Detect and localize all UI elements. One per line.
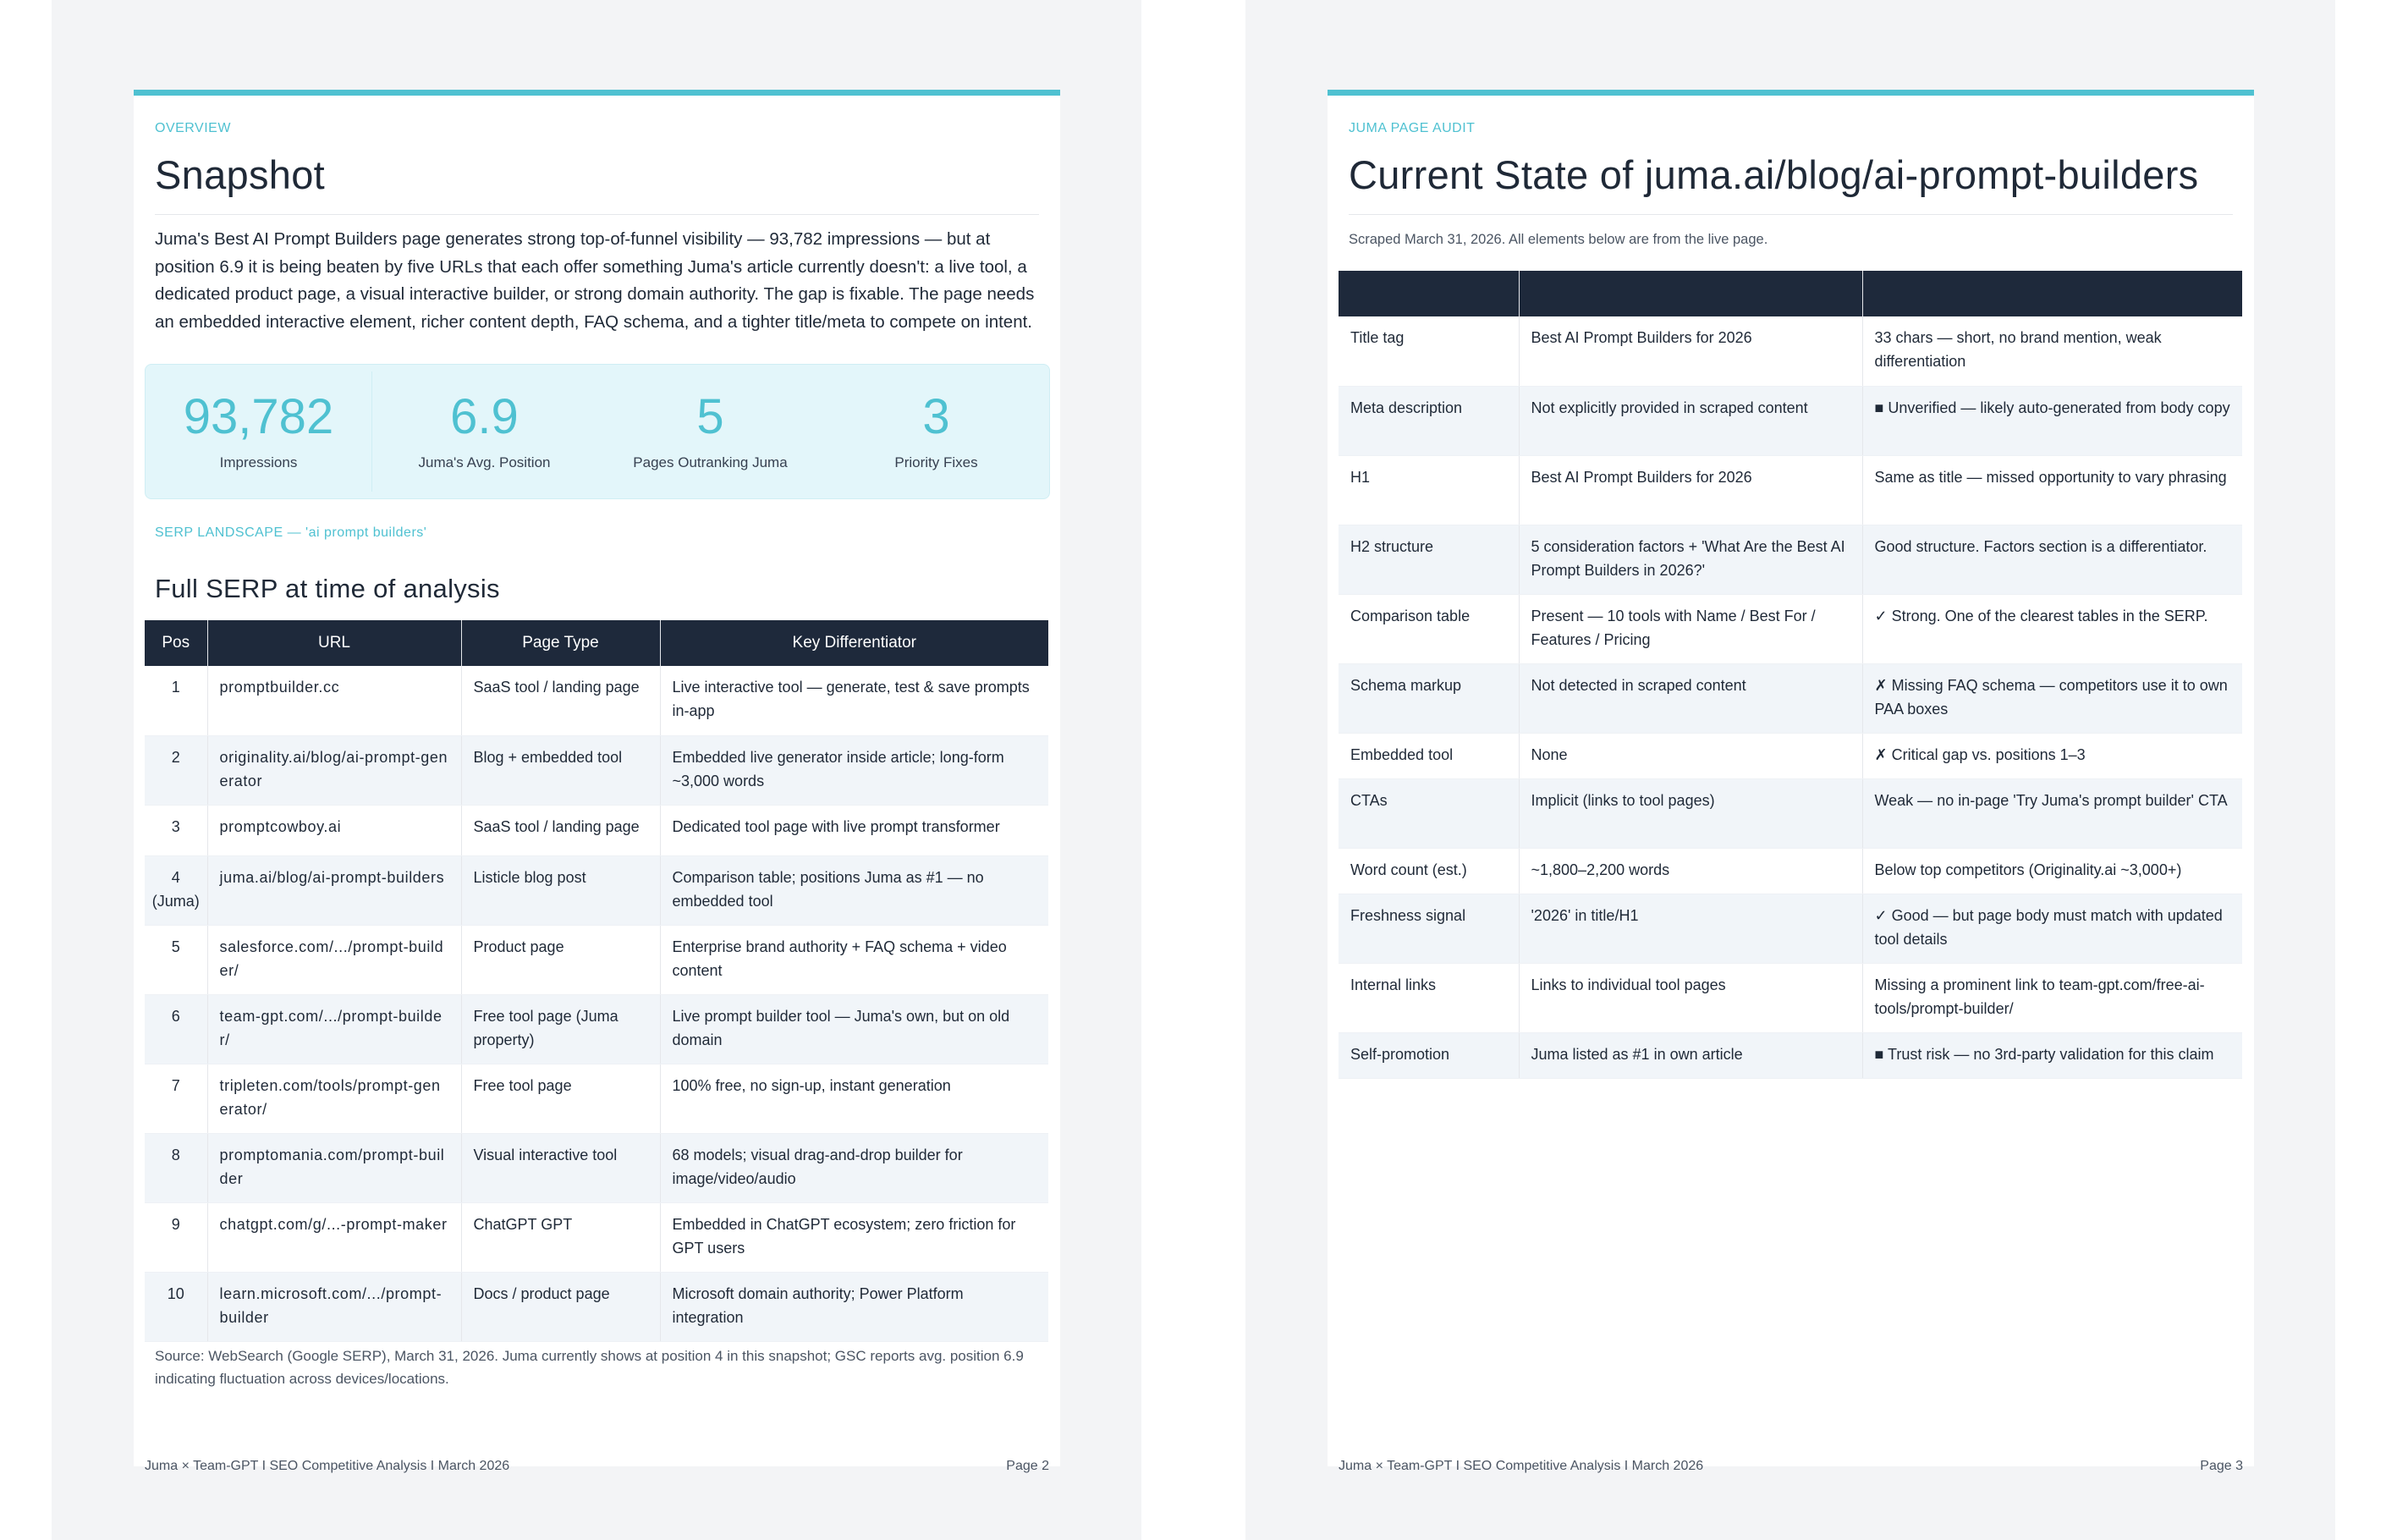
col-header-element (1339, 271, 1519, 316)
cell-element: H1 (1339, 455, 1519, 525)
cell-current: Best AI Prompt Builders for 2026 (1519, 316, 1862, 386)
table-row (1339, 848, 2242, 894)
cell-current: Best AI Prompt Builders for 2026 (1519, 455, 1862, 525)
cell-assessment: Same as title — missed opportunity to vary phrasing (1862, 455, 2242, 525)
serp-table (145, 620, 1048, 1342)
cell-assessment: 33 chars — short, no brand mention, weak differentiation (1862, 316, 2242, 386)
cell-url: chatgpt.com/g/...-prompt-maker (207, 1202, 461, 1272)
table-row (1339, 733, 2242, 778)
table-row (145, 1133, 1048, 1202)
cell-pos: 10 (145, 1272, 207, 1341)
cell-differentiator: Live interactive tool — generate, test & save prompts in-app (660, 666, 1048, 735)
stats-panel (145, 364, 1050, 499)
table-row (1339, 594, 2242, 663)
stat-value: 3 (922, 389, 950, 444)
cell-assessment: Below top competitors (Originality.ai ~3,000+) (1862, 848, 2242, 894)
cell-element: Internal links (1339, 963, 1519, 1032)
table-row (145, 925, 1048, 994)
stat-priority-fixes (823, 365, 1049, 498)
cell-url: team-gpt.com/.../prompt-builder/ (207, 994, 461, 1064)
cell-page-type: Free tool page (461, 1064, 660, 1133)
col-header-key-differentiator: Key Differentiator (660, 620, 1048, 666)
title-divider (155, 214, 1039, 215)
col-header-assessment (1862, 271, 2242, 316)
cell-differentiator: Comparison table; positions Juma as #1 — no embedded tool (660, 855, 1048, 925)
table-row (145, 1272, 1048, 1341)
footer-left: Juma × Team-GPT I SEO Competitive Analysis I March 2026 (1339, 1459, 1704, 1473)
footer-left: Juma × Team-GPT I SEO Competitive Analysis I March 2026 (145, 1459, 510, 1473)
cell-element: CTAs (1339, 778, 1519, 848)
cell-element: Meta description (1339, 386, 1519, 455)
page-2 (134, 90, 1060, 1473)
page-3-sheet (1245, 0, 2335, 1540)
serp-title: Full SERP at time of analysis (155, 574, 500, 603)
table-row (1339, 1032, 2242, 1078)
cell-pos: 9 (145, 1202, 207, 1272)
stat-value: 5 (696, 389, 724, 444)
cell-element: Word count (est.) (1339, 848, 1519, 894)
table-row (1339, 963, 2242, 1032)
audit-eyebrow: JUMA PAGE AUDIT (1349, 121, 1476, 135)
cell-pos: 4 (Juma) (145, 855, 207, 925)
table-row (1339, 525, 2242, 594)
cell-current: Implicit (links to tool pages) (1519, 778, 1862, 848)
table-row (1339, 455, 2242, 525)
cell-url: juma.ai/blog/ai-prompt-builders (207, 855, 461, 925)
stat-label: Pages Outranking Juma (633, 454, 788, 470)
cell-page-type: SaaS tool / landing page (461, 666, 660, 735)
cell-page-type: Visual interactive tool (461, 1133, 660, 1202)
cell-assessment: ✗ Missing FAQ schema — competitors use it to own PAA boxes (1862, 663, 2242, 733)
cell-assessment: Good structure. Factors section is a differentiator. (1862, 525, 2242, 594)
cell-url: promptomania.com/prompt-builder (207, 1133, 461, 1202)
cell-page-type: ChatGPT GPT (461, 1202, 660, 1272)
page-title: Snapshot (155, 152, 326, 197)
overview-eyebrow: OVERVIEW (155, 121, 231, 135)
table-row (145, 805, 1048, 855)
stat-impressions (146, 365, 371, 498)
cell-differentiator: Embedded in ChatGPT ecosystem; zero friction for GPT users (660, 1202, 1048, 1272)
cell-element: Schema markup (1339, 663, 1519, 733)
cell-page-type: Listicle blog post (461, 855, 660, 925)
audit-table (1339, 271, 2242, 1079)
cell-current: Not explicitly provided in scraped content (1519, 386, 1862, 455)
page-2-sheet (52, 0, 1141, 1540)
cell-url: tripleten.com/tools/prompt-generator/ (207, 1064, 461, 1133)
cell-pos: 1 (145, 666, 207, 735)
table-row (1339, 778, 2242, 848)
cell-page-type: Product page (461, 925, 660, 994)
cell-current: '2026' in title/H1 (1519, 894, 1862, 963)
cell-pos: 6 (145, 994, 207, 1064)
cell-assessment: ✗ Critical gap vs. positions 1–3 (1862, 733, 2242, 778)
cell-pos: 3 (145, 805, 207, 855)
col-header-page-type: Page Type (461, 620, 660, 666)
cell-url: promptbuilder.cc (207, 666, 461, 735)
cell-assessment: ■ Unverified — likely auto-generated from body copy (1862, 386, 2242, 455)
col-header-url: URL (207, 620, 461, 666)
source-note: Source: WebSearch (Google SERP), March 31, 2026. Juma currently shows at position 4 in this snapshot; GSC reports avg. position 6.9 indicating fluctuation across devices/locations. (155, 1348, 1024, 1387)
cell-page-type: Docs / product page (461, 1272, 660, 1341)
cell-differentiator: Live prompt builder tool — Juma's own, but on old domain (660, 994, 1048, 1064)
cell-element: Embedded tool (1339, 733, 1519, 778)
intro-paragraph: Juma's Best AI Prompt Builders page generates strong top-of-funnel visibility — 93,782 impressions — but at position 6.9 it is being beaten by five URLs that each offer something Juma's article currently doesn't: a live tool, a dedicated product page, a visual interactive builder, or strong domain authority. The gap is fixable. The page needs an embedded interactive element, richer content depth, FAQ schema, and a tighter title/meta to compete on intent. (155, 229, 1035, 332)
cell-element: Self-promotion (1339, 1032, 1519, 1078)
cell-assessment: ✓ Good — but page body must match with updated tool details (1862, 894, 2242, 963)
cell-element: Freshness signal (1339, 894, 1519, 963)
stat-label: Impressions (219, 454, 298, 470)
cell-differentiator: Dedicated tool page with live prompt transformer (660, 805, 1048, 855)
col-header-pos: Pos (145, 620, 207, 666)
footer-page-number: Page 3 (2200, 1459, 2243, 1473)
table-row (145, 855, 1048, 925)
scraped-note: Scraped March 31, 2026. All elements below are from the live page. (1349, 232, 1768, 247)
cell-differentiator: Microsoft domain authority; Power Platform integration (660, 1272, 1048, 1341)
cell-assessment: ■ Trust risk — no 3rd-party validation for this claim (1862, 1032, 2242, 1078)
stat-avg-position (371, 365, 597, 498)
stat-pages-outranking (597, 365, 823, 498)
cell-pos: 7 (145, 1064, 207, 1133)
table-row (145, 735, 1048, 805)
cell-differentiator: 100% free, no sign-up, instant generation (660, 1064, 1048, 1133)
cell-element: Title tag (1339, 316, 1519, 386)
cell-assessment: ✓ Strong. One of the clearest tables in the SERP. (1862, 594, 2242, 663)
col-header-current (1519, 271, 1862, 316)
stat-label: Priority Fixes (894, 454, 978, 470)
page-3 (1328, 90, 2254, 1473)
cell-url: salesforce.com/.../prompt-builder/ (207, 925, 461, 994)
cell-pos: 2 (145, 735, 207, 805)
cell-page-type: SaaS tool / landing page (461, 805, 660, 855)
cell-url: learn.microsoft.com/.../prompt-builder (207, 1272, 461, 1341)
table-row (1339, 663, 2242, 733)
audit-header-row (1339, 271, 2242, 316)
table-row (145, 1202, 1048, 1272)
cell-current: None (1519, 733, 1862, 778)
cell-pos: 5 (145, 925, 207, 994)
table-row (1339, 386, 2242, 455)
stat-value: 93,782 (183, 389, 334, 444)
table-row (145, 1064, 1048, 1133)
stat-label: Juma's Avg. Position (418, 454, 551, 470)
footer-page-number: Page 2 (1006, 1459, 1049, 1473)
table-row (1339, 316, 2242, 386)
cell-current: Links to individual tool pages (1519, 963, 1862, 1032)
cell-differentiator: Enterprise brand authority + FAQ schema + video content (660, 925, 1048, 994)
cell-element: Comparison table (1339, 594, 1519, 663)
cell-differentiator: 68 models; visual drag-and-drop builder for image/video/audio (660, 1133, 1048, 1202)
serp-header-row (145, 620, 1048, 666)
cell-page-type: Blog + embedded tool (461, 735, 660, 805)
cell-url: originality.ai/blog/ai-prompt-generator (207, 735, 461, 805)
cell-current: Present — 10 tools with Name / Best For / Features / Pricing (1519, 594, 1862, 663)
cell-assessment: Weak — no in-page 'Try Juma's prompt builder' CTA (1862, 778, 2242, 848)
cell-page-type: Free tool page (Juma property) (461, 994, 660, 1064)
serp-eyebrow: SERP LANDSCAPE — 'ai prompt builders' (155, 525, 427, 540)
cell-assessment: Missing a prominent link to team-gpt.com/free-ai-tools/prompt-builder/ (1862, 963, 2242, 1032)
cell-differentiator: Embedded live generator inside article; long-form ~3,000 words (660, 735, 1048, 805)
cell-pos: 8 (145, 1133, 207, 1202)
cell-current: Juma listed as #1 in own article (1519, 1032, 1862, 1078)
page-title: Current State of juma.ai/blog/ai-prompt-builders (1349, 152, 2199, 197)
table-row (1339, 894, 2242, 963)
cell-current: 5 consideration factors + 'What Are the Best AI Prompt Builders in 2026?' (1519, 525, 1862, 594)
cell-current: Not detected in scraped content (1519, 663, 1862, 733)
cell-element: H2 structure (1339, 525, 1519, 594)
table-row (145, 666, 1048, 735)
cell-url: promptcowboy.ai (207, 805, 461, 855)
table-row (145, 994, 1048, 1064)
stat-value: 6.9 (450, 389, 519, 444)
title-divider (1349, 214, 2233, 215)
cell-current: ~1,800–2,200 words (1519, 848, 1862, 894)
